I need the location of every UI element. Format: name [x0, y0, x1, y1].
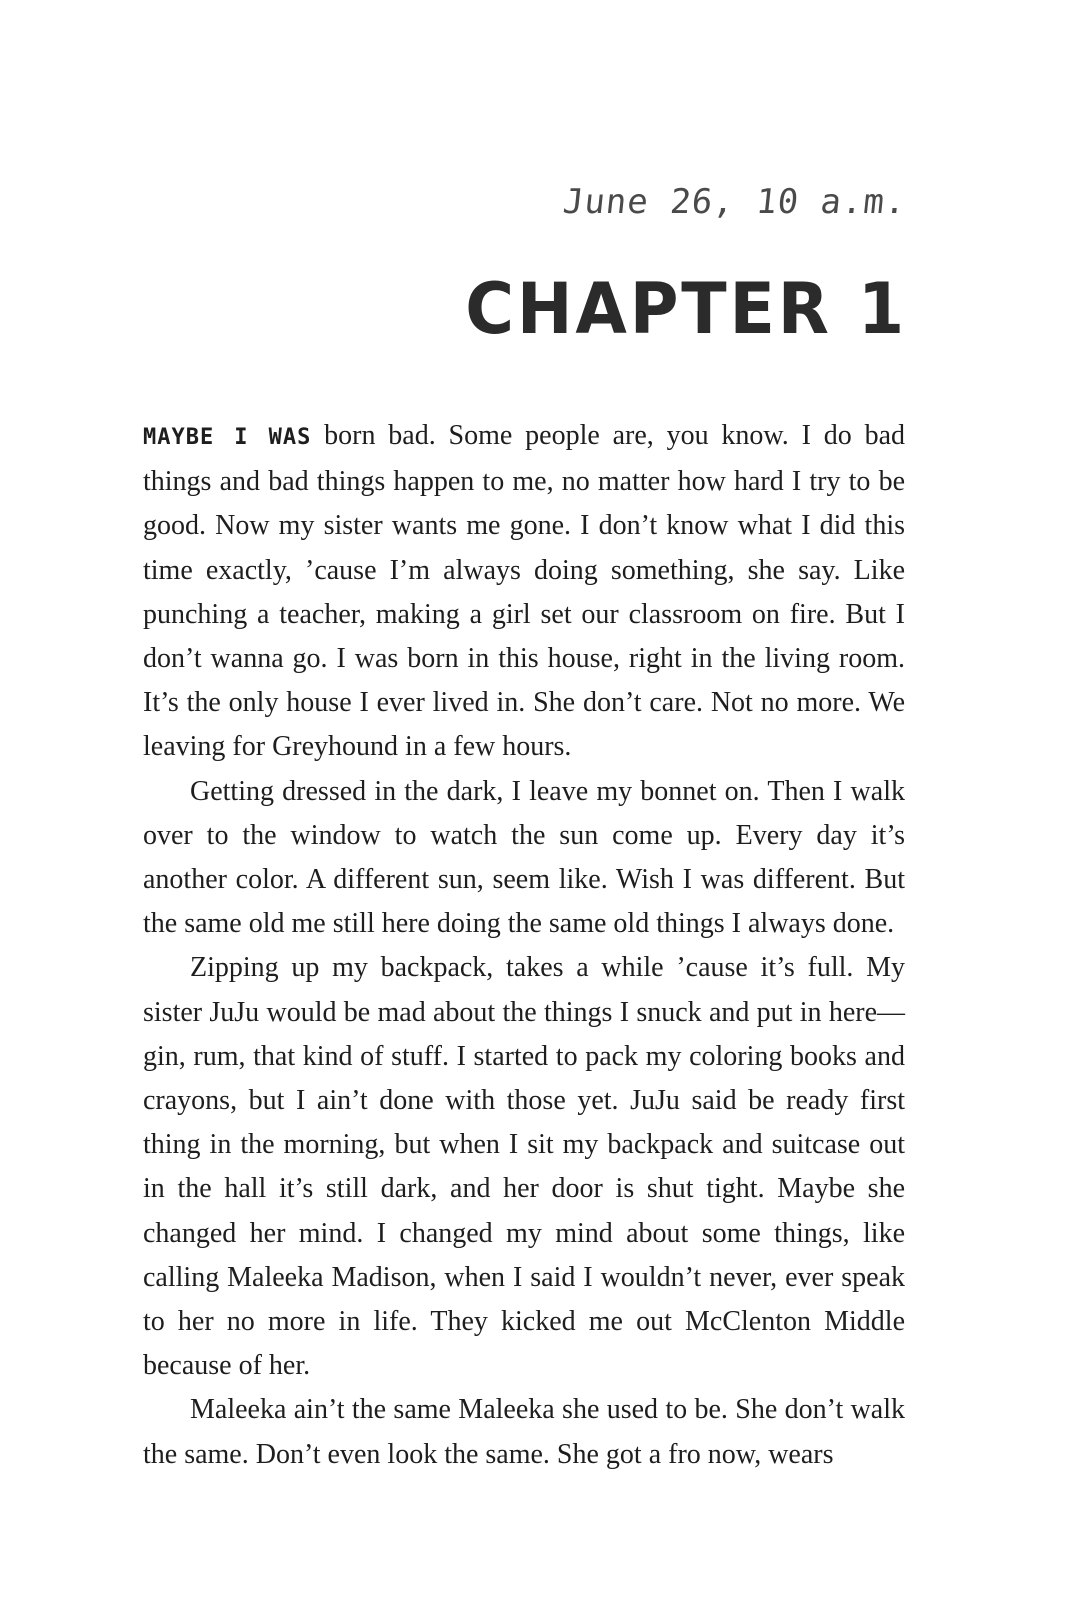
paragraph-2: Getting dressed in the dark, I leave my bonnet on. Then I walk over to the window to watch the sun come up. Every day it’s another color. A different sun, seem like. Wish I was different. But the same old me still here doing the same old things I always done.	[143, 775, 905, 940]
lead-in-text: MAYBE I WAS	[143, 425, 312, 450]
paragraph-4: Maleeka ain’t the same Maleeka she used to be. She don’t walk the same. Don’t even look the same. She got a fro now, wears	[143, 1394, 905, 1470]
chapter-title: CHAPTER 1	[465, 268, 907, 350]
paragraph-1	[143, 414, 905, 770]
chapter-body	[143, 414, 905, 1477]
paragraph-1-text: born bad. Some people are, you know. I do bad things and bad things happen to me, no matter how hard I try to be good. Now my sister wants me gone. I don’t know what I did this time exactly, ’cause I’m always doing something, she say. Like punching a teacher, making a girl set our classroom on fire. But I don’t wanna go. I was born in this house, right in the living room. It’s the only house I ever lived in. She don’t care. Not no more. We leaving for Greyhound in a few hours.	[143, 420, 906, 763]
paragraph-3: Zipping up my backpack, takes a while ’cause it’s full. My sister JuJu would be mad about the things I snuck and put in here—gin, rum, that kind of stuff. I started to pack my coloring books and crayons, but I ain’t done with those yet. JuJu said be ready first thing in the morning, but when I sit my backpack and suitcase out in the hall it’s still dark, and her door is shut tight. Maybe she changed her mind. I changed my mind about some things, like calling Maleeka Madison, when I said I wouldn’t never, ever speak to her no more in life. They kicked me out McClenton Middle because of her.	[143, 952, 905, 1382]
chapter-dateline: June 26, 10 a.m.	[561, 182, 910, 222]
